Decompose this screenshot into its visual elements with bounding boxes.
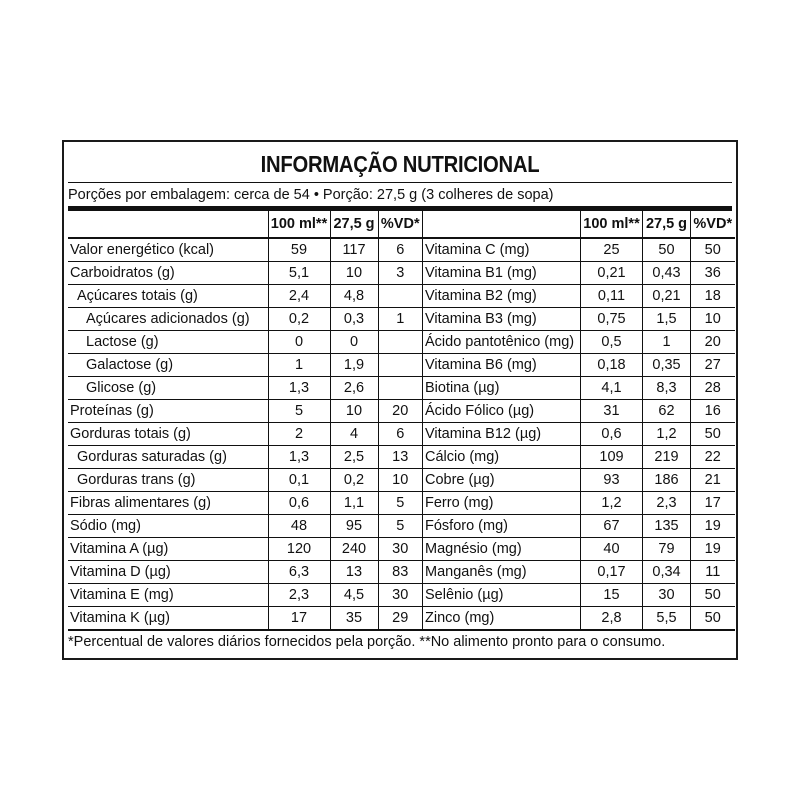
daily-value-percent: 28 — [691, 377, 735, 400]
value-per-100ml: 17 — [268, 607, 330, 631]
nutrient-table-right — [422, 211, 734, 631]
value-per-portion: 4,8 — [330, 285, 378, 308]
value-per-portion: 2,6 — [330, 377, 378, 400]
value-per-100ml: 0,21 — [581, 262, 643, 285]
value-per-portion: 30 — [643, 584, 691, 607]
value-per-portion: 1,9 — [330, 354, 378, 377]
nutrient-row — [68, 469, 422, 492]
column-header-nutrient — [423, 211, 581, 238]
daily-value-percent: 20 — [691, 331, 735, 354]
nutrient-name: Zinco (mg) — [423, 607, 581, 631]
value-per-portion: 0,35 — [643, 354, 691, 377]
nutrient-name: Selênio (µg) — [423, 584, 581, 607]
value-per-portion: 0,21 — [643, 285, 691, 308]
daily-value-percent: 50 — [691, 584, 735, 607]
daily-value-percent: 16 — [691, 400, 735, 423]
nutrient-name: Vitamina B3 (mg) — [423, 308, 581, 331]
value-per-portion: 2,5 — [330, 446, 378, 469]
nutrient-name: Cálcio (mg) — [423, 446, 581, 469]
nutrient-name: Glicose (g) — [68, 377, 268, 400]
daily-value-percent: 13 — [378, 446, 422, 469]
nutrient-name: Vitamina B2 (mg) — [423, 285, 581, 308]
nutrient-name: Cobre (µg) — [423, 469, 581, 492]
nutrient-name: Proteínas (g) — [68, 400, 268, 423]
daily-value-percent: 22 — [691, 446, 735, 469]
nutrient-row — [68, 262, 422, 285]
title-divider — [68, 182, 732, 183]
nutrient-row — [68, 377, 422, 400]
column-header-daily-value: %VD* — [378, 211, 422, 238]
value-per-portion: 135 — [643, 515, 691, 538]
nutrient-row — [423, 446, 735, 469]
daily-value-percent: 29 — [378, 607, 422, 631]
daily-value-percent: 50 — [691, 607, 735, 631]
value-per-100ml: 93 — [581, 469, 643, 492]
value-per-100ml: 31 — [581, 400, 643, 423]
nutrient-row — [68, 607, 422, 631]
nutrient-name: Lactose (g) — [68, 331, 268, 354]
daily-value-percent: 1 — [378, 308, 422, 331]
value-per-portion: 5,5 — [643, 607, 691, 631]
value-per-portion: 50 — [643, 238, 691, 262]
value-per-portion: 0 — [330, 331, 378, 354]
daily-value-percent: 10 — [378, 469, 422, 492]
value-per-100ml: 0,5 — [581, 331, 643, 354]
nutrient-name: Sódio (mg) — [68, 515, 268, 538]
value-per-100ml: 5 — [268, 400, 330, 423]
nutrient-row — [423, 584, 735, 607]
value-per-portion: 13 — [330, 561, 378, 584]
column-header-nutrient — [68, 211, 268, 238]
value-per-portion: 79 — [643, 538, 691, 561]
daily-value-percent: 83 — [378, 561, 422, 584]
column-header-per-portion: 27,5 g — [643, 211, 691, 238]
value-per-portion: 0,43 — [643, 262, 691, 285]
nutrient-name: Carboidratos (g) — [68, 262, 268, 285]
value-per-100ml: 2,8 — [581, 607, 643, 631]
daily-value-percent: 27 — [691, 354, 735, 377]
daily-value-percent: 5 — [378, 515, 422, 538]
nutrient-row — [423, 423, 735, 446]
column-header-per-100ml: 100 ml** — [581, 211, 643, 238]
daily-value-percent: 11 — [691, 561, 735, 584]
nutrient-name: Vitamina K (µg) — [68, 607, 268, 631]
nutrient-name: Vitamina C (mg) — [423, 238, 581, 262]
nutrient-row — [68, 285, 422, 308]
column-header-per-portion: 27,5 g — [330, 211, 378, 238]
value-per-100ml: 6,3 — [268, 561, 330, 584]
nutrient-name: Manganês (mg) — [423, 561, 581, 584]
value-per-portion: 1,1 — [330, 492, 378, 515]
nutrient-name: Vitamina E (mg) — [68, 584, 268, 607]
value-per-100ml: 2,3 — [268, 584, 330, 607]
nutrient-name: Ácido Fólico (µg) — [423, 400, 581, 423]
daily-value-percent: 50 — [691, 238, 735, 262]
value-per-100ml: 109 — [581, 446, 643, 469]
nutrient-row — [423, 377, 735, 400]
daily-value-percent: 36 — [691, 262, 735, 285]
nutrient-name: Ferro (mg) — [423, 492, 581, 515]
nutrient-row — [68, 446, 422, 469]
nutrient-row — [423, 492, 735, 515]
nutrient-name: Gorduras saturadas (g) — [68, 446, 268, 469]
value-per-portion: 1 — [643, 331, 691, 354]
value-per-100ml: 120 — [268, 538, 330, 561]
nutrient-row — [68, 308, 422, 331]
nutrient-row — [423, 469, 735, 492]
nutrient-row — [68, 538, 422, 561]
nutrient-row — [68, 492, 422, 515]
footnote: *Percentual de valores diários fornecidos pela porção. **No alimento pronto para o consumo. — [68, 634, 666, 650]
label-title: INFORMAÇÃO NUTRICIONAL — [260, 151, 540, 177]
nutrient-row — [423, 607, 735, 631]
nutrient-row — [423, 308, 735, 331]
daily-value-percent: 3 — [378, 262, 422, 285]
nutrient-name: Açúcares totais (g) — [68, 285, 268, 308]
nutrient-row — [423, 238, 735, 262]
nutrient-row — [68, 561, 422, 584]
nutrient-table-left — [68, 211, 422, 631]
nutrient-row — [68, 354, 422, 377]
nutrient-name: Açúcares adicionados (g) — [68, 308, 268, 331]
value-per-100ml: 67 — [581, 515, 643, 538]
nutrient-row — [423, 400, 735, 423]
value-per-100ml: 5,1 — [268, 262, 330, 285]
value-per-portion: 186 — [643, 469, 691, 492]
value-per-100ml: 0,6 — [581, 423, 643, 446]
value-per-100ml: 1,3 — [268, 377, 330, 400]
value-per-portion: 4 — [330, 423, 378, 446]
nutrient-name: Vitamina B6 (mg) — [423, 354, 581, 377]
daily-value-percent: 18 — [691, 285, 735, 308]
value-per-portion: 1,2 — [643, 423, 691, 446]
nutrient-row — [423, 561, 735, 584]
value-per-portion: 35 — [330, 607, 378, 631]
value-per-100ml: 0,17 — [581, 561, 643, 584]
value-per-100ml: 0,6 — [268, 492, 330, 515]
value-per-100ml: 1,2 — [581, 492, 643, 515]
nutrient-name: Vitamina B12 (µg) — [423, 423, 581, 446]
value-per-portion: 117 — [330, 238, 378, 262]
nutrient-name: Vitamina D (µg) — [68, 561, 268, 584]
nutrient-row — [423, 354, 735, 377]
nutrient-name: Fibras alimentares (g) — [68, 492, 268, 515]
daily-value-percent: 30 — [378, 584, 422, 607]
value-per-100ml: 1 — [268, 354, 330, 377]
nutrient-row — [68, 238, 422, 262]
value-per-100ml: 4,1 — [581, 377, 643, 400]
value-per-portion: 240 — [330, 538, 378, 561]
nutrient-row — [423, 538, 735, 561]
daily-value-percent: 19 — [691, 538, 735, 561]
nutrient-row — [423, 285, 735, 308]
value-per-portion: 0,34 — [643, 561, 691, 584]
value-per-100ml: 0 — [268, 331, 330, 354]
daily-value-percent: 5 — [378, 492, 422, 515]
nutrient-name: Gorduras trans (g) — [68, 469, 268, 492]
nutrition-facts-label — [62, 140, 738, 660]
daily-value-percent: 19 — [691, 515, 735, 538]
value-per-portion: 4,5 — [330, 584, 378, 607]
nutrient-row — [423, 515, 735, 538]
nutrient-row — [68, 584, 422, 607]
value-per-portion: 95 — [330, 515, 378, 538]
value-per-100ml: 48 — [268, 515, 330, 538]
value-per-portion: 10 — [330, 262, 378, 285]
value-per-100ml: 2,4 — [268, 285, 330, 308]
column-header-daily-value: %VD* — [691, 211, 735, 238]
value-per-portion: 0,2 — [330, 469, 378, 492]
daily-value-percent: 21 — [691, 469, 735, 492]
nutrient-row — [68, 331, 422, 354]
daily-value-percent — [378, 354, 422, 377]
nutrient-name: Biotina (µg) — [423, 377, 581, 400]
nutrient-name: Gorduras totais (g) — [68, 423, 268, 446]
nutrient-row — [423, 262, 735, 285]
daily-value-percent: 17 — [691, 492, 735, 515]
value-per-100ml: 1,3 — [268, 446, 330, 469]
nutrient-name: Fósforo (mg) — [423, 515, 581, 538]
value-per-100ml: 40 — [581, 538, 643, 561]
value-per-portion: 1,5 — [643, 308, 691, 331]
nutrient-name: Valor energético (kcal) — [68, 238, 268, 262]
value-per-portion: 2,3 — [643, 492, 691, 515]
daily-value-percent: 30 — [378, 538, 422, 561]
value-per-portion: 10 — [330, 400, 378, 423]
daily-value-percent — [378, 285, 422, 308]
nutrient-name: Vitamina B1 (mg) — [423, 262, 581, 285]
daily-value-percent: 50 — [691, 423, 735, 446]
value-per-100ml: 2 — [268, 423, 330, 446]
nutrient-row — [423, 331, 735, 354]
value-per-100ml: 0,18 — [581, 354, 643, 377]
daily-value-percent: 6 — [378, 238, 422, 262]
value-per-100ml: 15 — [581, 584, 643, 607]
value-per-portion: 8,3 — [643, 377, 691, 400]
daily-value-percent: 10 — [691, 308, 735, 331]
daily-value-percent: 6 — [378, 423, 422, 446]
portions-info: Porções por embalagem: cerca de 54 • Porção: 27,5 g (3 colheres de sopa) — [68, 187, 554, 203]
value-per-100ml: 59 — [268, 238, 330, 262]
daily-value-percent — [378, 377, 422, 400]
daily-value-percent: 20 — [378, 400, 422, 423]
value-per-portion: 0,3 — [330, 308, 378, 331]
value-per-100ml: 0,2 — [268, 308, 330, 331]
daily-value-percent — [378, 331, 422, 354]
nutrient-name: Galactose (g) — [68, 354, 268, 377]
nutrient-name: Magnésio (mg) — [423, 538, 581, 561]
value-per-100ml: 0,75 — [581, 308, 643, 331]
nutrient-row — [68, 515, 422, 538]
value-per-portion: 219 — [643, 446, 691, 469]
nutrient-name: Ácido pantotênico (mg) — [423, 331, 581, 354]
nutrient-name: Vitamina A (µg) — [68, 538, 268, 561]
column-header-per-100ml: 100 ml** — [268, 211, 330, 238]
value-per-100ml: 25 — [581, 238, 643, 262]
value-per-100ml: 0,1 — [268, 469, 330, 492]
value-per-portion: 62 — [643, 400, 691, 423]
nutrient-row — [68, 400, 422, 423]
nutrient-row — [68, 423, 422, 446]
value-per-100ml: 0,11 — [581, 285, 643, 308]
